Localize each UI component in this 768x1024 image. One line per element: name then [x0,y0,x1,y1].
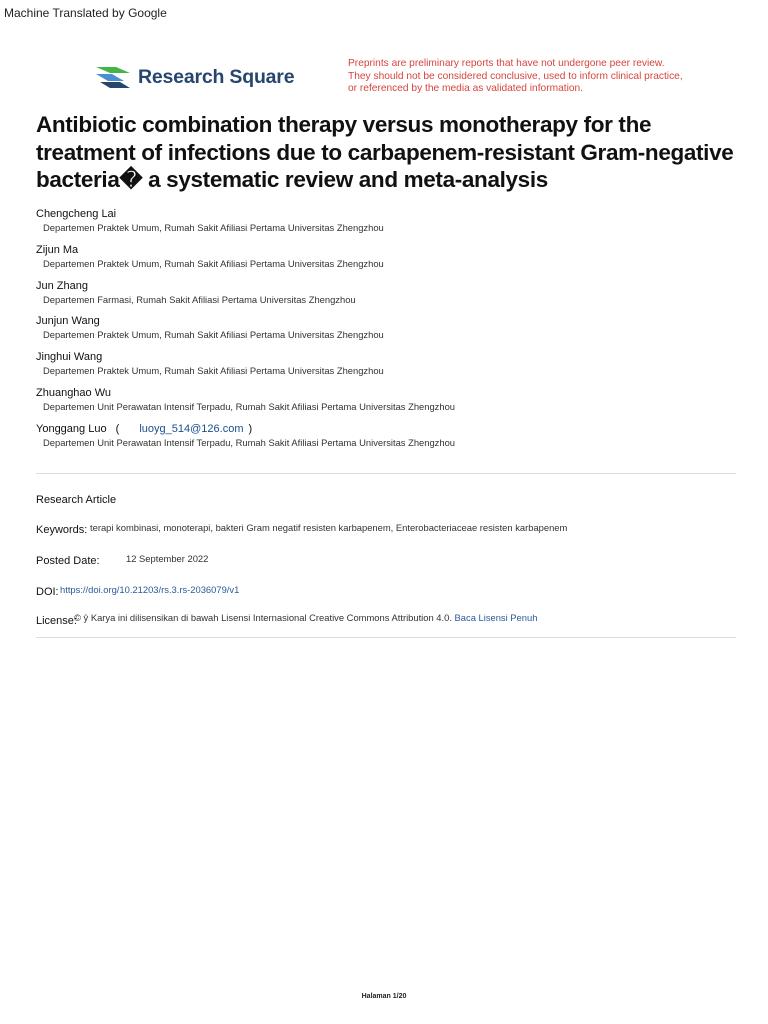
author-affiliation: Departemen Praktek Umum, Rumah Sakit Afiliasi Pertama Universitas Zhengzhou [43,329,384,341]
author-name: Zijun Ma [36,243,79,256]
machine-translated-banner: Machine Translated by Google [4,6,167,20]
article-type: Research Article [36,494,117,506]
author-name: Jun Zhang [36,279,88,292]
author-entry [36,279,736,307]
author-name: Zhuanghao Wu [36,386,112,399]
license-link[interactable]: Baca Lisensi Penuh [454,612,538,623]
doi-label: DOI: [36,586,59,598]
author-name: Jinghui Wang [36,351,103,364]
page-number: Halaman 1/20 [361,993,407,1000]
author-name: Chengcheng Lai [36,208,117,220]
author-entry [36,207,736,235]
copyright-icon: © ŷ [74,612,89,623]
divider [36,473,736,474]
license-text-line [74,612,537,623]
author-entry [36,422,736,450]
license-text: Karya ini dilisensikan di bawah Lisensi Internasional Creative Commons Attribution 4.0. [90,612,452,623]
author-affiliation: Departemen Praktek Umum, Rumah Sakit Afiliasi Pertama Universitas Zhengzhou [43,365,384,377]
disclaimer-line: or referenced by the media as validated information. [348,83,584,95]
paper-title: Antibiotic combination therapy versus monotherapy for the treatment of infections due to carbapenem-resistant Gram-negative bacteria� a systematic review and meta-analysis [36,112,734,192]
keywords-value: terapi kombinasi, monoterapi, bakteri Gram negatif resisten karbapenem, Enterobacteriaceae resisten karbapenem [90,522,568,533]
paren-close: ) [248,422,253,435]
research-square-logo[interactable] [94,62,294,92]
author-entry [36,314,736,342]
author-affiliation: Departemen Farmasi, Rumah Sakit Afiliasi Pertama Universitas Zhengzhou [43,293,356,305]
posted-date-value: 12 September 2022 [126,553,209,564]
author-entry [36,350,736,378]
author-affiliation: Departemen Praktek Umum, Rumah Sakit Afiliasi Pertama Universitas Zhengzhou [43,222,384,233]
keywords-label: Keywords: [36,524,88,536]
author-email-link[interactable]: luoyg_514@126.com [139,422,244,435]
preprint-disclaimer [348,58,683,96]
divider [36,637,736,638]
author-affiliation: Departemen Unit Perawatan Intensif Terpadu, Rumah Sakit Afiliasi Pertama Universitas Zhengzhou [43,436,456,448]
paren-open: ( [115,422,120,435]
posted-date-label: Posted Date: [36,555,100,567]
author-entry [36,243,736,271]
license-label: License: [36,615,77,627]
author-name: Junjun Wang [36,315,100,328]
corresponding-author [36,422,736,436]
author-affiliation: Departemen Unit Perawatan Intensif Terpadu, Rumah Sakit Afiliasi Pertama Universitas Zhengzhou [43,400,456,412]
author-name: Yonggang Luo [36,422,107,435]
author-list [36,207,736,457]
disclaimer-line: They should not be considered conclusive, used to inform clinical practice, [348,70,683,82]
logo-text: Research Square [138,65,295,88]
research-square-logo-icon [94,62,132,92]
doi-link[interactable]: https://doi.org/10.21203/rs.3.rs-2036079/v1 [60,584,240,595]
author-affiliation: Departemen Praktek Umum, Rumah Sakit Afiliasi Pertama Universitas Zhengzhou [43,257,384,269]
author-entry [36,386,736,414]
disclaimer-line: Preprints are preliminary reports that have not undergone peer review. [348,58,665,69]
